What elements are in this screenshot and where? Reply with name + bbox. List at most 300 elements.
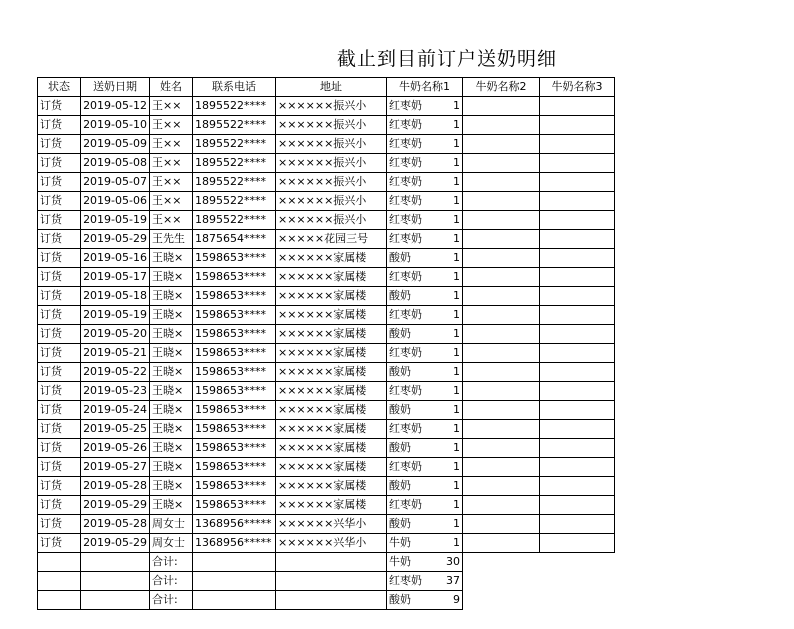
address-cell[interactable]: ××××××振兴小 xyxy=(276,116,387,135)
milk-quantity: 1 xyxy=(453,441,460,454)
address-cell[interactable]: ××××××家属楼 xyxy=(276,458,387,477)
milk1-cell[interactable] xyxy=(387,268,463,287)
milk-name: 红枣奶 xyxy=(389,99,422,112)
header-cell[interactable]: 送奶日期 xyxy=(81,78,150,97)
status-cell[interactable]: 订货 xyxy=(38,249,81,268)
milk3-cell[interactable] xyxy=(540,154,615,173)
milk-quantity: 1 xyxy=(453,270,460,283)
milk3-cell[interactable] xyxy=(540,173,615,192)
name-cell[interactable]: 王×× xyxy=(150,116,193,135)
status-cell[interactable]: 订货 xyxy=(38,363,81,382)
table-row xyxy=(38,154,615,173)
empty-cell[interactable] xyxy=(81,553,150,572)
blank-cell[interactable] xyxy=(540,572,615,591)
milk2-cell[interactable] xyxy=(463,173,540,192)
status-cell[interactable]: 订货 xyxy=(38,401,81,420)
milk-entry xyxy=(389,591,460,609)
status-cell[interactable]: 订货 xyxy=(38,325,81,344)
milk3-cell[interactable] xyxy=(540,515,615,534)
milk3-cell[interactable] xyxy=(540,344,615,363)
name-cell[interactable]: 王晓× xyxy=(150,439,193,458)
milk-quantity: 1 xyxy=(453,137,460,150)
date-cell[interactable]: 2019-05-06 xyxy=(81,192,150,211)
phone-cell[interactable]: 1895522**** xyxy=(193,192,276,211)
milk-name: 红枣奶 xyxy=(389,422,422,435)
milk3-cell[interactable] xyxy=(540,325,615,344)
total-milk-cell[interactable] xyxy=(387,553,463,572)
address-cell[interactable]: ××××××家属楼 xyxy=(276,382,387,401)
milk2-cell[interactable] xyxy=(463,439,540,458)
milk3-cell[interactable] xyxy=(540,382,615,401)
milk2-cell[interactable] xyxy=(463,230,540,249)
milk-name: 酸奶 xyxy=(389,327,411,340)
milk-quantity: 1 xyxy=(453,194,460,207)
address-cell[interactable]: ××××××兴华小 xyxy=(276,515,387,534)
milk1-cell[interactable] xyxy=(387,306,463,325)
date-cell[interactable]: 2019-05-29 xyxy=(81,496,150,515)
milk-name: 酸奶 xyxy=(389,593,411,606)
milk1-cell[interactable] xyxy=(387,382,463,401)
blank-cell[interactable] xyxy=(540,591,615,610)
address-cell[interactable]: ××××××家属楼 xyxy=(276,249,387,268)
date-cell[interactable]: 2019-05-09 xyxy=(81,135,150,154)
empty-cell[interactable] xyxy=(193,572,276,591)
milk1-cell[interactable] xyxy=(387,344,463,363)
name-cell[interactable]: 王×× xyxy=(150,154,193,173)
phone-cell[interactable]: 1368956***** xyxy=(193,515,276,534)
milk-name: 酸奶 xyxy=(389,441,411,454)
date-cell[interactable]: 2019-05-20 xyxy=(81,325,150,344)
status-cell[interactable]: 订货 xyxy=(38,211,81,230)
milk2-cell[interactable] xyxy=(463,420,540,439)
milk-quantity: 1 xyxy=(453,289,460,302)
phone-cell[interactable]: 1598653**** xyxy=(193,382,276,401)
milk2-cell[interactable] xyxy=(463,325,540,344)
milk2-cell[interactable] xyxy=(463,268,540,287)
date-cell[interactable]: 2019-05-12 xyxy=(81,97,150,116)
name-cell[interactable]: 王晓× xyxy=(150,496,193,515)
name-cell[interactable]: 王×× xyxy=(150,135,193,154)
phone-cell[interactable]: 1598653**** xyxy=(193,420,276,439)
empty-cell[interactable] xyxy=(38,591,81,610)
milk3-cell[interactable] xyxy=(540,420,615,439)
phone-cell[interactable]: 1598653**** xyxy=(193,249,276,268)
milk-entry xyxy=(389,553,460,571)
milk3-cell[interactable] xyxy=(540,458,615,477)
table-row xyxy=(38,344,615,363)
name-cell[interactable]: 周女士 xyxy=(150,534,193,553)
milk-quantity: 1 xyxy=(453,479,460,492)
phone-cell[interactable]: 1598653**** xyxy=(193,458,276,477)
milk2-cell[interactable] xyxy=(463,401,540,420)
milk-name: 红枣奶 xyxy=(389,118,422,131)
address-cell[interactable]: ××××××家属楼 xyxy=(276,496,387,515)
milk1-cell[interactable] xyxy=(387,458,463,477)
phone-cell[interactable]: 1598653**** xyxy=(193,363,276,382)
table-row xyxy=(38,420,615,439)
status-cell[interactable]: 订货 xyxy=(38,420,81,439)
milk-name: 红枣奶 xyxy=(389,460,422,473)
table-row xyxy=(38,363,615,382)
milk1-cell[interactable] xyxy=(387,192,463,211)
milk-name: 红枣奶 xyxy=(389,232,422,245)
date-cell[interactable]: 2019-05-19 xyxy=(81,211,150,230)
milk-name: 牛奶 xyxy=(389,536,411,549)
date-cell[interactable]: 2019-05-19 xyxy=(81,306,150,325)
date-cell[interactable]: 2019-05-29 xyxy=(81,230,150,249)
date-cell[interactable]: 2019-05-24 xyxy=(81,401,150,420)
address-cell[interactable]: ××××××家属楼 xyxy=(276,306,387,325)
blank-cell[interactable] xyxy=(463,553,540,572)
status-cell[interactable]: 订货 xyxy=(38,268,81,287)
milk1-cell[interactable] xyxy=(387,135,463,154)
milk1-cell[interactable] xyxy=(387,420,463,439)
milk-name: 红枣奶 xyxy=(389,498,422,511)
table-row xyxy=(38,116,615,135)
address-cell[interactable]: ××××××振兴小 xyxy=(276,192,387,211)
milk2-cell[interactable] xyxy=(463,287,540,306)
milk-quantity: 1 xyxy=(453,327,460,340)
milk-name: 酸奶 xyxy=(389,289,411,302)
status-cell[interactable]: 订货 xyxy=(38,439,81,458)
milk-quantity: 1 xyxy=(453,213,460,226)
milk-quantity: 9 xyxy=(453,593,460,606)
name-cell[interactable]: 王晓× xyxy=(150,458,193,477)
milk-entry xyxy=(389,135,460,153)
milk3-cell[interactable] xyxy=(540,363,615,382)
milk1-cell[interactable] xyxy=(387,249,463,268)
table-row xyxy=(38,477,615,496)
date-cell[interactable]: 2019-05-18 xyxy=(81,287,150,306)
blank-cell[interactable] xyxy=(463,572,540,591)
milk2-cell[interactable] xyxy=(463,458,540,477)
milk-entry xyxy=(389,572,460,590)
milk1-cell[interactable] xyxy=(387,173,463,192)
phone-cell[interactable]: 1895522**** xyxy=(193,135,276,154)
milk-name: 红枣奶 xyxy=(389,574,422,587)
table-row xyxy=(38,515,615,534)
phone-cell[interactable]: 1598653**** xyxy=(193,325,276,344)
empty-cell[interactable] xyxy=(276,591,387,610)
phone-cell[interactable]: 1368956***** xyxy=(193,534,276,553)
milk1-cell[interactable] xyxy=(387,97,463,116)
header-cell[interactable]: 状态 xyxy=(38,78,81,97)
phone-cell[interactable]: 1598653**** xyxy=(193,268,276,287)
milk-entry xyxy=(389,287,460,305)
status-cell[interactable]: 订货 xyxy=(38,135,81,154)
address-cell[interactable]: ××××××家属楼 xyxy=(276,363,387,382)
milk2-cell[interactable] xyxy=(463,97,540,116)
table-row xyxy=(38,230,615,249)
date-cell[interactable]: 2019-05-17 xyxy=(81,268,150,287)
address-cell[interactable]: ××××××家属楼 xyxy=(276,287,387,306)
name-cell[interactable]: 王晓× xyxy=(150,401,193,420)
milk1-cell[interactable] xyxy=(387,401,463,420)
milk3-cell[interactable] xyxy=(540,230,615,249)
milk1-cell[interactable] xyxy=(387,230,463,249)
table-row xyxy=(38,249,615,268)
address-cell[interactable]: ××××××振兴小 xyxy=(276,211,387,230)
name-cell[interactable]: 王晓× xyxy=(150,344,193,363)
table-body xyxy=(38,97,615,610)
milk2-cell[interactable] xyxy=(463,496,540,515)
status-cell[interactable]: 订货 xyxy=(38,496,81,515)
milk-entry xyxy=(389,230,460,248)
milk2-cell[interactable] xyxy=(463,382,540,401)
totals-row xyxy=(38,591,615,610)
phone-cell[interactable]: 1598653**** xyxy=(193,401,276,420)
phone-cell[interactable]: 1895522**** xyxy=(193,116,276,135)
milk-entry xyxy=(389,268,460,286)
name-cell[interactable]: 王晓× xyxy=(150,249,193,268)
empty-cell[interactable] xyxy=(193,553,276,572)
milk-quantity: 37 xyxy=(446,574,460,587)
milk1-cell[interactable] xyxy=(387,287,463,306)
phone-cell[interactable]: 1895522**** xyxy=(193,97,276,116)
empty-cell[interactable] xyxy=(38,553,81,572)
milk-entry xyxy=(389,496,460,514)
milk-entry xyxy=(389,97,460,115)
milk2-cell[interactable] xyxy=(463,116,540,135)
name-cell[interactable]: 王晓× xyxy=(150,306,193,325)
phone-cell[interactable]: 1598653**** xyxy=(193,477,276,496)
date-cell[interactable]: 2019-05-28 xyxy=(81,515,150,534)
milk2-cell[interactable] xyxy=(463,192,540,211)
address-cell[interactable]: ××××××振兴小 xyxy=(276,135,387,154)
milk2-cell[interactable] xyxy=(463,249,540,268)
date-cell[interactable]: 2019-05-16 xyxy=(81,249,150,268)
table-row xyxy=(38,325,615,344)
milk-entry xyxy=(389,458,460,476)
milk3-cell[interactable] xyxy=(540,306,615,325)
milk-name: 红枣奶 xyxy=(389,194,422,207)
status-cell[interactable]: 订货 xyxy=(38,306,81,325)
milk1-cell[interactable] xyxy=(387,154,463,173)
name-cell[interactable]: 王×× xyxy=(150,173,193,192)
address-cell[interactable]: ××××××家属楼 xyxy=(276,325,387,344)
status-cell[interactable]: 订货 xyxy=(38,515,81,534)
blank-cell[interactable] xyxy=(463,591,540,610)
blank-cell[interactable] xyxy=(540,553,615,572)
empty-cell[interactable] xyxy=(38,572,81,591)
milk3-cell[interactable] xyxy=(540,401,615,420)
phone-cell[interactable]: 1895522**** xyxy=(193,154,276,173)
milk3-cell[interactable] xyxy=(540,496,615,515)
phone-cell[interactable]: 1598653**** xyxy=(193,439,276,458)
address-cell[interactable]: ×××××花园三号 xyxy=(276,230,387,249)
total-label-cell[interactable]: 合计: xyxy=(150,591,193,610)
header-cell[interactable]: 地址 xyxy=(276,78,387,97)
milk1-cell[interactable] xyxy=(387,116,463,135)
milk1-cell[interactable] xyxy=(387,325,463,344)
milk-quantity: 1 xyxy=(453,99,460,112)
date-cell[interactable]: 2019-05-27 xyxy=(81,458,150,477)
table-row xyxy=(38,534,615,553)
milk-entry xyxy=(389,401,460,419)
status-cell[interactable]: 订货 xyxy=(38,344,81,363)
milk1-cell[interactable] xyxy=(387,363,463,382)
milk2-cell[interactable] xyxy=(463,344,540,363)
header-cell[interactable]: 联系电话 xyxy=(193,78,276,97)
milk-name: 酸奶 xyxy=(389,517,411,530)
name-cell[interactable]: 王先生 xyxy=(150,230,193,249)
milk-quantity: 30 xyxy=(446,555,460,568)
milk-entry xyxy=(389,439,460,457)
status-cell[interactable]: 订货 xyxy=(38,458,81,477)
date-cell[interactable]: 2019-05-23 xyxy=(81,382,150,401)
milk-entry xyxy=(389,420,460,438)
address-cell[interactable]: ××××××家属楼 xyxy=(276,420,387,439)
milk3-cell[interactable] xyxy=(540,116,615,135)
status-cell[interactable]: 订货 xyxy=(38,477,81,496)
date-cell[interactable]: 2019-05-28 xyxy=(81,477,150,496)
name-cell[interactable]: 王晓× xyxy=(150,420,193,439)
address-cell[interactable]: ××××××振兴小 xyxy=(276,97,387,116)
milk3-cell[interactable] xyxy=(540,534,615,553)
total-label-cell[interactable]: 合计: xyxy=(150,572,193,591)
milk-name: 红枣奶 xyxy=(389,384,422,397)
table-row xyxy=(38,97,615,116)
milk3-cell[interactable] xyxy=(540,135,615,154)
name-cell[interactable]: 王晓× xyxy=(150,477,193,496)
milk2-cell[interactable] xyxy=(463,515,540,534)
address-cell[interactable]: ××××××振兴小 xyxy=(276,173,387,192)
status-cell[interactable]: 订货 xyxy=(38,534,81,553)
date-cell[interactable]: 2019-05-21 xyxy=(81,344,150,363)
milk-quantity: 1 xyxy=(453,403,460,416)
phone-cell[interactable]: 1598653**** xyxy=(193,306,276,325)
name-cell[interactable]: 王晓× xyxy=(150,268,193,287)
milk3-cell[interactable] xyxy=(540,211,615,230)
milk3-cell[interactable] xyxy=(540,268,615,287)
status-cell[interactable]: 订货 xyxy=(38,230,81,249)
milk-quantity: 1 xyxy=(453,251,460,264)
milk1-cell[interactable] xyxy=(387,496,463,515)
milk2-cell[interactable] xyxy=(463,211,540,230)
status-cell[interactable]: 订货 xyxy=(38,173,81,192)
address-cell[interactable]: ××××××家属楼 xyxy=(276,439,387,458)
milk1-cell[interactable] xyxy=(387,477,463,496)
sheet-title: 截止到目前订户送奶明细 xyxy=(337,48,558,70)
status-cell[interactable]: 订货 xyxy=(38,192,81,211)
empty-cell[interactable] xyxy=(193,591,276,610)
phone-cell[interactable]: 1895522**** xyxy=(193,211,276,230)
date-cell[interactable]: 2019-05-08 xyxy=(81,154,150,173)
milk-entry xyxy=(389,363,460,381)
milk2-cell[interactable] xyxy=(463,154,540,173)
milk1-cell[interactable] xyxy=(387,211,463,230)
date-cell[interactable]: 2019-05-25 xyxy=(81,420,150,439)
status-cell[interactable]: 订货 xyxy=(38,154,81,173)
milk3-cell[interactable] xyxy=(540,192,615,211)
header-cell[interactable]: 牛奶名称1 xyxy=(387,78,463,97)
milk-name: 酸奶 xyxy=(389,251,411,264)
milk1-cell[interactable] xyxy=(387,534,463,553)
date-cell[interactable]: 2019-05-22 xyxy=(81,363,150,382)
status-cell[interactable]: 订货 xyxy=(38,97,81,116)
milk-name: 红枣奶 xyxy=(389,346,422,359)
date-cell[interactable]: 2019-05-29 xyxy=(81,534,150,553)
total-label-cell[interactable]: 合计: xyxy=(150,553,193,572)
empty-cell[interactable] xyxy=(81,572,150,591)
milk2-cell[interactable] xyxy=(463,363,540,382)
empty-cell[interactable] xyxy=(276,572,387,591)
milk3-cell[interactable] xyxy=(540,439,615,458)
milk-name: 红枣奶 xyxy=(389,137,422,150)
milk3-cell[interactable] xyxy=(540,97,615,116)
milk-quantity: 1 xyxy=(453,536,460,549)
name-cell[interactable]: 王×× xyxy=(150,192,193,211)
name-cell[interactable]: 王×× xyxy=(150,97,193,116)
milk-quantity: 1 xyxy=(453,232,460,245)
name-cell[interactable]: 王晓× xyxy=(150,287,193,306)
milk3-cell[interactable] xyxy=(540,249,615,268)
status-cell[interactable]: 订货 xyxy=(38,287,81,306)
milk3-cell[interactable] xyxy=(540,287,615,306)
total-milk-cell[interactable] xyxy=(387,572,463,591)
table-row xyxy=(38,458,615,477)
table-row xyxy=(38,211,615,230)
name-cell[interactable]: 王晓× xyxy=(150,363,193,382)
phone-cell[interactable]: 1598653**** xyxy=(193,344,276,363)
table-row xyxy=(38,287,615,306)
empty-cell[interactable] xyxy=(276,553,387,572)
address-cell[interactable]: ××××××家属楼 xyxy=(276,401,387,420)
table-row xyxy=(38,401,615,420)
name-cell[interactable]: 王×× xyxy=(150,211,193,230)
name-cell[interactable]: 周女士 xyxy=(150,515,193,534)
empty-cell[interactable] xyxy=(81,591,150,610)
milk-quantity: 1 xyxy=(453,156,460,169)
milk2-cell[interactable] xyxy=(463,135,540,154)
milk-name: 红枣奶 xyxy=(389,175,422,188)
milk-name: 酸奶 xyxy=(389,365,411,378)
header-cell[interactable]: 牛奶名称2 xyxy=(463,78,540,97)
name-cell[interactable]: 王晓× xyxy=(150,382,193,401)
milk-entry xyxy=(389,154,460,172)
header-cell[interactable]: 姓名 xyxy=(150,78,193,97)
header-cell[interactable]: 牛奶名称3 xyxy=(540,78,615,97)
milk3-cell[interactable] xyxy=(540,477,615,496)
address-cell[interactable]: ××××××家属楼 xyxy=(276,344,387,363)
address-cell[interactable]: ××××××家属楼 xyxy=(276,477,387,496)
phone-cell[interactable]: 1598653**** xyxy=(193,287,276,306)
milk2-cell[interactable] xyxy=(463,534,540,553)
address-cell[interactable]: ××××××家属楼 xyxy=(276,268,387,287)
milk-quantity: 1 xyxy=(453,422,460,435)
date-cell[interactable]: 2019-05-26 xyxy=(81,439,150,458)
milk1-cell[interactable] xyxy=(387,439,463,458)
date-cell[interactable]: 2019-05-10 xyxy=(81,116,150,135)
milk2-cell[interactable] xyxy=(463,306,540,325)
date-cell[interactable]: 2019-05-07 xyxy=(81,173,150,192)
milk2-cell[interactable] xyxy=(463,477,540,496)
address-cell[interactable]: ××××××振兴小 xyxy=(276,154,387,173)
total-milk-cell[interactable] xyxy=(387,591,463,610)
address-cell[interactable]: ××××××兴华小 xyxy=(276,534,387,553)
phone-cell[interactable]: 1598653**** xyxy=(193,496,276,515)
table-row xyxy=(38,382,615,401)
milk-quantity: 1 xyxy=(453,175,460,188)
status-cell[interactable]: 订货 xyxy=(38,382,81,401)
phone-cell[interactable]: 1875654**** xyxy=(193,230,276,249)
status-cell[interactable]: 订货 xyxy=(38,116,81,135)
milk1-cell[interactable] xyxy=(387,515,463,534)
milk-name: 酸奶 xyxy=(389,403,411,416)
phone-cell[interactable]: 1895522**** xyxy=(193,173,276,192)
name-cell[interactable]: 王晓× xyxy=(150,325,193,344)
milk-entry xyxy=(389,173,460,191)
